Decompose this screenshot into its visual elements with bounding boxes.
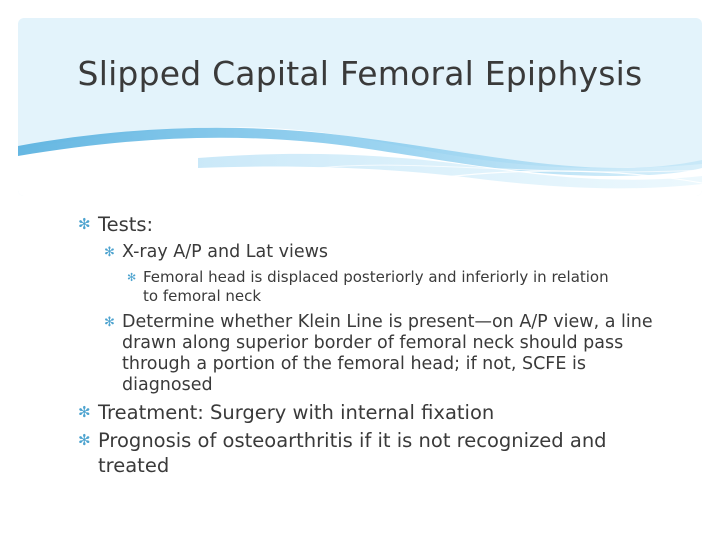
list-item <box>104 312 662 396</box>
list-item-text: X-ray A/P and Lat views <box>122 242 329 262</box>
asterisk-icon: ✻ <box>78 403 91 421</box>
asterisk-icon: ✻ <box>127 271 137 284</box>
list-item <box>78 400 658 425</box>
list-item-text: Treatment: Surgery with internal fixation <box>98 401 495 424</box>
list-item <box>127 268 613 306</box>
slide-title: Slipped Capital Femoral Epiphysis <box>77 54 643 93</box>
asterisk-icon: ✻ <box>104 245 115 260</box>
list-item-text: Determine whether Klein Line is present—on A/P view, a line drawn along superior border of femoral neck should pass through a portion of the femoral head; if not, SCFE is diagnosed <box>122 312 653 395</box>
list-item <box>78 428 658 478</box>
asterisk-icon: ✻ <box>78 431 91 449</box>
asterisk-icon: ✻ <box>104 315 115 330</box>
asterisk-icon: ✻ <box>78 215 91 233</box>
list-item <box>104 242 652 263</box>
list-item-text: Prognosis of osteoarthritis if it is not recognized and treated <box>98 429 607 477</box>
list-item-text: Femoral head is displaced posteriorly and inferiorly in relation to femoral neck <box>143 268 609 305</box>
list-item <box>78 212 658 237</box>
list-item-text: Tests: <box>98 213 154 236</box>
